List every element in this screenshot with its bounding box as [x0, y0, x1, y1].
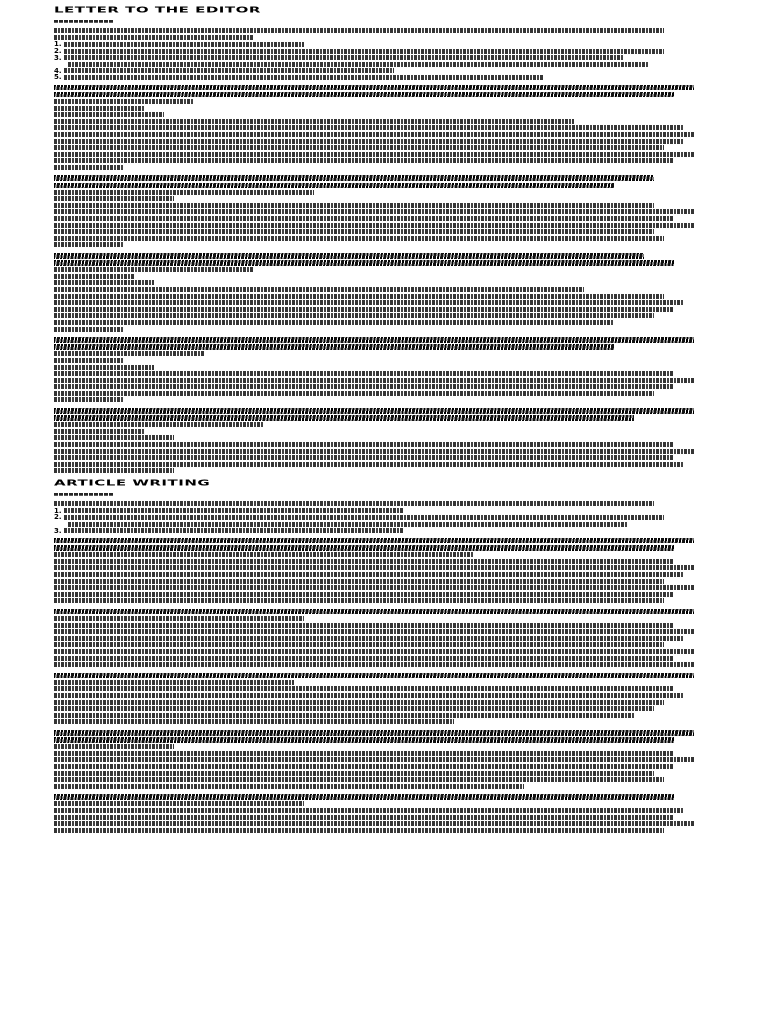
intro-paragraph	[54, 501, 714, 506]
list-item: 2.	[54, 514, 714, 521]
list-item	[54, 61, 714, 68]
list-item: 5.	[54, 74, 714, 81]
intro-paragraph	[54, 28, 714, 40]
article-example-3	[54, 673, 714, 725]
list-item: 1.	[54, 508, 714, 515]
list-item: 3.	[54, 54, 714, 61]
section-title: ARTICLE WRITING	[54, 477, 211, 488]
article-example-4	[54, 730, 714, 789]
article-example-2	[54, 609, 714, 667]
section-article	[54, 479, 714, 833]
example-1	[54, 85, 714, 170]
format-list	[54, 508, 714, 534]
section-subtitle	[54, 20, 114, 24]
example-5	[54, 408, 714, 473]
article-example-5	[54, 794, 714, 832]
list-item: 3.	[54, 527, 714, 534]
list-item: 4.	[54, 68, 714, 75]
section-subtitle	[54, 493, 114, 497]
article-example-1	[54, 538, 714, 603]
format-list	[54, 41, 714, 81]
example-4	[54, 337, 714, 402]
list-item	[54, 521, 714, 528]
list-item: 2.	[54, 48, 714, 55]
section-letter	[54, 6, 714, 473]
example-2	[54, 175, 714, 247]
example-3	[54, 253, 714, 332]
list-item: 1.	[54, 41, 714, 48]
section-title: LETTER TO THE EDITOR	[54, 4, 261, 15]
